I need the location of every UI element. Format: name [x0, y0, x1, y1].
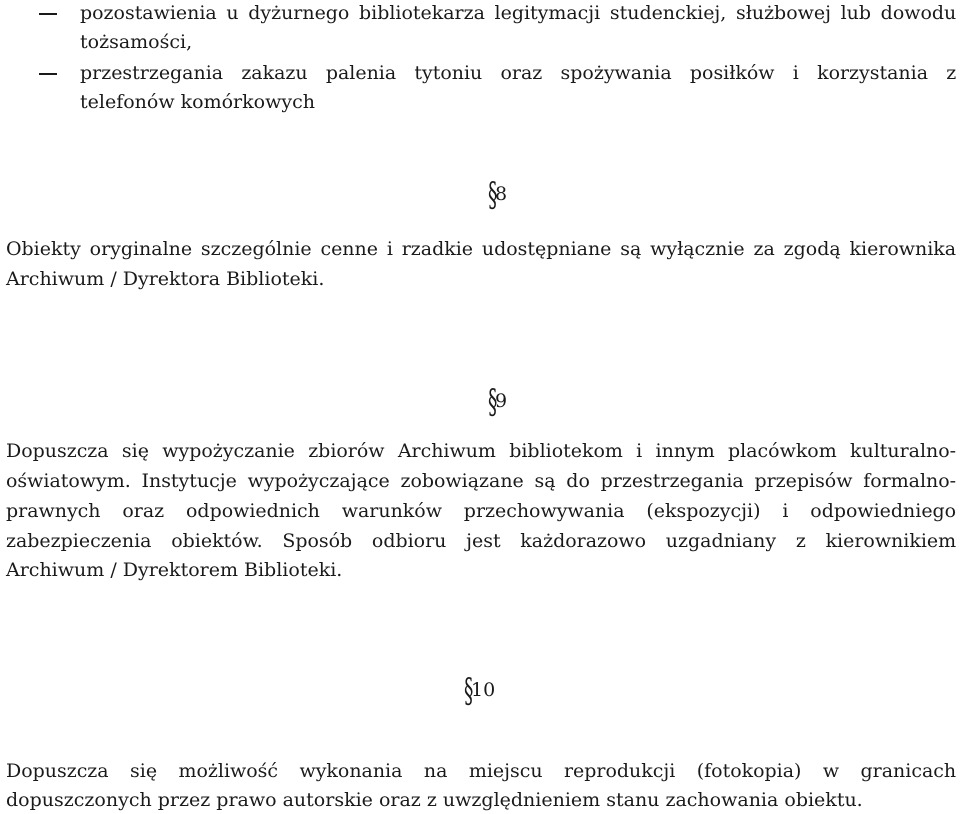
- paragraph-line: Archiwum / Dyrektora Biblioteki.: [6, 268, 325, 290]
- section-number: 9: [495, 390, 508, 412]
- section-number: 8: [495, 183, 508, 205]
- list-item-line: tożsamości,: [80, 31, 193, 53]
- paragraph-line: Obiekty oryginalne szczególnie cenne i rzadkie udostępniane są wyłącznie za zgodą kierownika: [6, 238, 957, 260]
- section-heading: [464, 671, 496, 711]
- paragraph-line: prawnych oraz odpowiednich warunków przechowywania (ekspozycji) i odpowiedniego: [6, 500, 957, 522]
- section-heading: [488, 175, 508, 215]
- paragraph-line: Archiwum / Dyrektorem Biblioteki.: [6, 559, 343, 581]
- section-number: 10: [471, 679, 496, 701]
- section-heading: [488, 382, 508, 422]
- list-bullet-dash: [39, 13, 57, 15]
- list-bullet-dash: [39, 73, 57, 75]
- section-symbol: §: [488, 382, 498, 422]
- paragraph-line: Dopuszcza się wypożyczanie zbiorów Archiwum bibliotekom i innym placówkom kulturalno-: [6, 440, 957, 462]
- section-symbol: §: [488, 175, 498, 215]
- paragraph-line: Dopuszcza się możliwość wykonania na miejscu reprodukcji (fotokopia) w granicach: [6, 760, 957, 782]
- paragraph-line: oświatowym. Instytucje wypożyczające zobowiązane są do przestrzegania przepisów formalno-: [6, 470, 957, 492]
- list-item-line: telefonów komórkowych: [80, 91, 315, 113]
- list-item-line: pozostawienia u dyżurnego bibliotekarza legitymacji studenckiej, służbowej lub dowodu: [80, 2, 957, 24]
- section-symbol: §: [464, 671, 474, 711]
- paragraph-line: dopuszczonych przez prawo autorskie oraz z uwzględnieniem stanu zachowania obiektu.: [6, 789, 863, 811]
- list-item-line: przestrzegania zakazu palenia tytoniu oraz spożywania posiłków i korzystania z: [80, 62, 957, 84]
- paragraph-line: zabezpieczenia obiektów. Sposób odbioru jest każdorazowo uzgadniany z kierownikiem: [6, 530, 957, 552]
